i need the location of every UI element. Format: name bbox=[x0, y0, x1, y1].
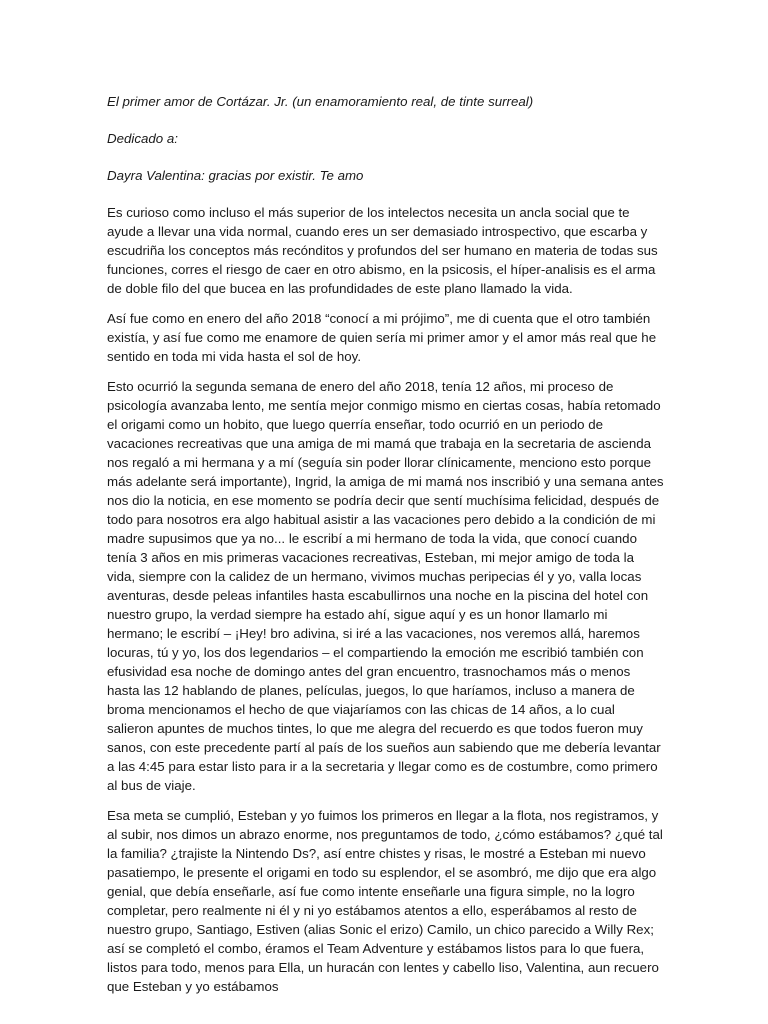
paragraph: Es curioso como incluso el más superior de los intelectos necesita un ancla social que te ayude a llevar una vida normal, cuando eres un ser demasiado introspectivo, que escarba y escudriña los conceptos más recónditos y profundos del ser humano en materia de todas sus funciones, corres el riesgo de caer en otro abismo, en la psicosis, el híper-analisis es el arma de doble filo del que bucea en las profundidades de este plano llamado la vida. bbox=[107, 205, 658, 296]
dedication-heading: Dedicado a: bbox=[107, 131, 178, 146]
paragraph: Esto ocurrió la segunda semana de enero del año 2018, tenía 12 años, mi proceso de psicología avanzaba lento, me sentía mejor conmigo mismo en ciertas cosas, había retomado el origami como un hobito, que luego querría enseñar, todo ocurrió en un periodo de vacaciones recreativas que una amiga de mi mamá que trabaja en la secretaria de ascienda nos regaló a mi hermana y a mí (seguía sin poder llorar clínicamente, menciono esto porque más adelante será importante), Ingrid, la amiga de mi mamá nos inscribió y una semana antes nos dio la noticia, en ese momento se podría decir que sentí muchísima felicidad, después de todo para nosotros era algo habitual asistir a las vacaciones pero debido a la condición de mi madre supusimos que ya no... le escribí a mi hermano de toda la vida, que conocí cuando tenía 3 años en mis primeras vacaciones recreativas, Esteban, mi mejor amigo de toda la vida, siempre con la calidez de un hermano, vivimos muchas peripecias él y yo, valla locas aventuras, desde peleas infantiles hasta escabullirnos una noche en la piscina del hotel con nuestro grupo, la verdad siempre ha estado ahí, sigue aquí y es un honor llamarlo mi hermano; le escribí – ¡Hey! bro adivina, si iré a las vacaciones, nos veremos allá, haremos locuras, tú y yo, los dos legendarios – el compartiendo la emoción me escribió también con efusividad esa noche de domingo antes del gran encuentro, trasnochamos más o menos hasta las 12 hablando de planes, películas, juegos, lo que haríamos, incluso a manera de broma mencionamos el hecho de que viajaríamos con las chicas de 14 años, a lo cual salieron apuntes de muchos tintes, lo que me alegra del recuerdo es que todos fueron muy sanos, con este precedente partí al país de los sueños aun sabiendo que me debería levantar a las 4:45 para estar listo para ir a la secretaria y llegar como es de costumbre, como primero al bus de viaje. bbox=[107, 379, 664, 793]
paragraph: Esa meta se cumplió, Esteban y yo fuimos los primeros en llegar a la flota, nos registramos, y al subir, nos dimos un abrazo enorme, nos preguntamos de todo, ¿cómo estábamos? ¿qué tal la familia? ¿trajiste la Nintendo Ds?, así entre chistes y risas, le mostré a Esteban mi nuevo pasatiempo, le presente el origami en todo su esplendor, el se asombró, me dijo que era algo genial, que debía enseñarle, así fue como intente enseñarle una figura simple, no la logro completar, pero realmente ni él y ni yo estábamos atentos a ello, esperábamos al resto de nuestro grupo, Santiago, Estiven (alias Sonic el erizo) Camilo, un chico parecido a Willy Rex; así se completó el combo, éramos el Team Adventure y estábamos listos para lo que fuera, listos para todo, menos para Ella, un huracán con lentes y cabello liso, Valentina, aun recuero que Esteban y yo estábamos bbox=[107, 808, 663, 994]
dedication-text: Dayra Valentina: gracias por existir. Te amo bbox=[107, 168, 364, 183]
document-title: El primer amor de Cortázar. Jr. (un enamoramiento real, de tinte surreal) bbox=[107, 94, 534, 109]
paragraph: Así fue como en enero del año 2018 “conocí a mi prójimo”, me di cuenta que el otro también existía, y así fue como me enamore de quien sería mi primer amor y el amor más real que he sentido en toda mi vida hasta el sol de hoy. bbox=[107, 311, 657, 364]
